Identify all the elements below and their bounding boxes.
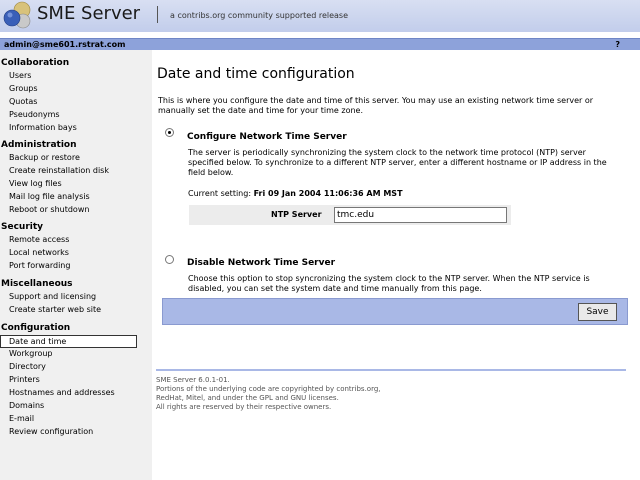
nav-heading: Collaboration	[1, 58, 70, 68]
sidebar-item-view-logs[interactable]: View log files	[9, 179, 62, 188]
header	[0, 0, 640, 32]
nav-section-security	[0, 221, 152, 273]
current-setting-value: Fri 09 Jan 2004 11:06:36 AM MST	[253, 189, 403, 198]
sidebar-item-date-and-time[interactable]: Date and time	[0, 335, 137, 348]
footer-divider	[156, 369, 626, 371]
tagline: a contribs.org community supported release	[170, 11, 348, 20]
ntp-option-description: The server is periodically synchronizing the system clock to the network time protocol (NTP) server specified below. To synchronize to a different NTP server, enter a different hostname or IP address in the field below.	[188, 148, 607, 177]
nav-heading: Security	[1, 222, 44, 232]
nav-section-configuration	[0, 322, 152, 439]
ntp-server-row	[189, 205, 511, 225]
sidebar-item-starter-web-site[interactable]: Create starter web site	[9, 305, 102, 314]
app-title: SME Server	[37, 3, 141, 24]
disable-option-title: Disable Network Time Server	[187, 258, 336, 268]
sidebar-item-domains[interactable]: Domains	[9, 401, 45, 410]
footer-line: Portions of the underlying code are copyrighted by contribs.org,	[156, 385, 381, 393]
sidebar-item-remote-access[interactable]: Remote access	[9, 235, 70, 244]
sidebar-item-pseudonyms[interactable]: Pseudonyms	[9, 110, 60, 119]
intro-text: This is where you configure the date and time of this server. You may use an existing network time server or manually set the date and time for your time zone.	[158, 96, 594, 115]
sidebar-item-support[interactable]: Support and licensing	[9, 292, 97, 301]
help-link[interactable]: ?	[615, 40, 620, 49]
page-title: Date and time configuration	[157, 66, 355, 82]
user-bar	[0, 38, 640, 50]
user-label: admin@sme601.rstrat.com	[4, 40, 126, 49]
disable-option-description: Choose this option to stop syncronizing the system clock to the NTP server. When the NTP service is disabled, you can set the system date and time manually from this page.	[188, 274, 590, 293]
footer	[156, 376, 626, 412]
ntp-radio[interactable]	[165, 128, 174, 137]
sidebar-item-backup[interactable]: Backup or restore	[9, 153, 80, 162]
nav-heading: Administration	[1, 140, 77, 150]
sidebar-item-hostnames[interactable]: Hostnames and addresses	[9, 388, 115, 397]
sidebar-item-directory[interactable]: Directory	[9, 362, 46, 371]
nav-heading: Miscellaneous	[1, 279, 73, 289]
save-button[interactable]: Save	[578, 303, 617, 321]
sidebar-item-workgroup[interactable]: Workgroup	[9, 349, 53, 358]
sidebar-item-review-configuration[interactable]: Review configuration	[9, 427, 94, 436]
nav-section-miscellaneous	[0, 278, 152, 317]
nav-section-administration	[0, 139, 152, 217]
save-bar	[162, 298, 628, 325]
sidebar-item-local-networks[interactable]: Local networks	[9, 248, 69, 257]
current-setting-label: Current setting:	[188, 189, 252, 198]
sidebar	[0, 50, 152, 480]
nav-heading: Configuration	[1, 323, 71, 333]
footer-line: SME Server 6.0.1-01.	[156, 376, 230, 384]
sidebar-item-printers[interactable]: Printers	[9, 375, 40, 384]
sidebar-item-users[interactable]: Users	[9, 71, 32, 80]
ntp-server-input[interactable]	[334, 207, 507, 223]
title-separator	[157, 6, 158, 23]
ntp-option-title: Configure Network Time Server	[187, 132, 347, 142]
sidebar-item-information-bays[interactable]: Information bays	[9, 123, 77, 132]
ntp-server-label: NTP Server	[271, 210, 322, 219]
sidebar-item-reinstall-disk[interactable]: Create reinstallation disk	[9, 166, 109, 175]
footer-line: RedHat, Mitel, and under the GPL and GNU licenses.	[156, 394, 339, 402]
nav-section-collaboration	[0, 57, 152, 135]
sidebar-item-email[interactable]: E-mail	[9, 414, 35, 423]
current-setting	[188, 189, 403, 198]
sme-logo-icon	[2, 0, 32, 30]
sidebar-item-groups[interactable]: Groups	[9, 84, 38, 93]
footer-line: All rights are reserved by their respective owners.	[156, 403, 332, 411]
main-content	[152, 50, 640, 480]
sidebar-item-quotas[interactable]: Quotas	[9, 97, 38, 106]
sidebar-item-reboot[interactable]: Reboot or shutdown	[9, 205, 90, 214]
sidebar-item-port-forwarding[interactable]: Port forwarding	[9, 261, 71, 270]
sidebar-item-mail-log-analysis[interactable]: Mail log file analysis	[9, 192, 90, 201]
disable-ntp-radio[interactable]	[165, 255, 174, 264]
